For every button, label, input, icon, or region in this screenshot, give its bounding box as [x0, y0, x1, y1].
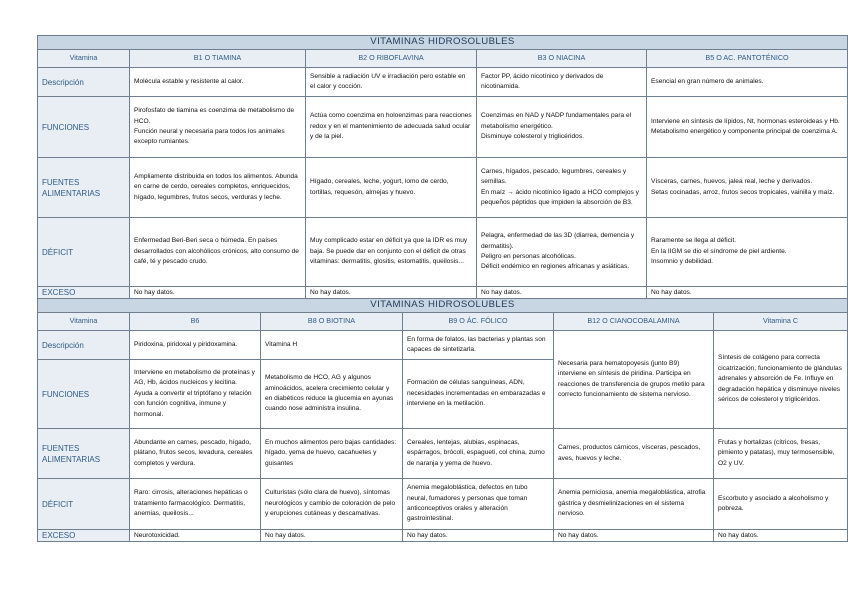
cell-text: Muy complicado estar en déficit ya que la IDR es muy baja. Se puede dar en conjunto con el déficit de otras vitaminas: dermatitis, glositis, estomatitis, queilosis... — [310, 237, 468, 266]
cell-text: No hay datos. — [651, 289, 692, 296]
row-deficit — [38, 218, 848, 287]
row-deficit — [38, 479, 848, 530]
cell-text: Sensible a radiación UV e irradiación pero estable en el calor y cocción. — [310, 72, 466, 90]
vitamin-header: B2 O RIBOFLAVINA — [306, 50, 477, 68]
vitamins-sheet — [37, 35, 847, 542]
table-cell — [261, 360, 403, 429]
cell-text: Raro: cirrosis, alteraciones hepáticas o tratamiento farmacológico. Dermatitis, anemias, queilosis... — [134, 489, 248, 518]
table-cell — [477, 68, 647, 97]
row-label: FUENTES ALIMENTARIAS — [38, 158, 130, 218]
vitamin-header: B3 O NIACINA — [477, 50, 647, 68]
vitamin-header: B1 O TIAMINA — [130, 50, 306, 68]
row-fuentes-alimentarias — [38, 158, 848, 218]
table-cell — [403, 429, 554, 479]
table-title: VITAMINAS HIDROSOLUBLES — [38, 36, 848, 50]
table-cell — [403, 479, 554, 530]
table-cell — [403, 360, 554, 429]
table-cell — [714, 479, 848, 530]
table-cell — [306, 287, 477, 299]
row-label: Descripción — [38, 68, 130, 97]
row-funciones — [38, 97, 848, 158]
cell-text: Actúa como coenzima en holoenzimas para reacciones redox y en el mantenimiento de adecuada salud ocular y de la piel. — [310, 112, 472, 141]
cell-text: Hígado, cereales, leche, yogurt, lomo de cerdo, tortillas, requesón, almejas y huevo. — [310, 178, 449, 196]
table-cell — [130, 530, 261, 542]
vitamin-header: Vitamina C — [714, 313, 848, 331]
cell-text: Interviene en metabolismo de proteínas y AG, Hb, ácidos nucleicos y lecitina. Ayuda a convertir el triptófano y relación con función cognitiva, inmune y hormonal. — [134, 368, 255, 418]
cell-text: Cereales, lentejas, alubias, espinacas, espárragos, brócoli, espagueti, col china, zumo de naranja y yema de huevo. — [407, 438, 545, 467]
table-cell — [647, 68, 848, 97]
table-title: VITAMINAS HIDROSOLUBLES — [38, 299, 848, 313]
vitamin-header: B12 O CIANOCOBALAMINA — [554, 313, 714, 331]
vitamins-table-1 — [37, 35, 848, 299]
cell-text: Anemia megaloblástica, defectos en tubo neural, fumadores y personas que toman anticonceptivos orales y alteración gastrointestinal. — [407, 484, 528, 523]
table-cell — [261, 530, 403, 542]
cell-text: Neurotoxicidad. — [134, 532, 180, 539]
cell-text: No hay datos. — [481, 289, 522, 296]
table-cell — [261, 479, 403, 530]
row-label: FUNCIONES — [38, 97, 130, 158]
table-cell — [554, 530, 714, 542]
table-cell — [130, 479, 261, 530]
table-cell — [306, 68, 477, 97]
cell-text: Coenzimas en NAD y NADP fundamentales para el metabolismo energético. — [481, 112, 632, 130]
table-cell — [130, 287, 306, 299]
cell-text: Vísceras, carnes, huevos, jalea real, leche y derivados. — [651, 178, 813, 186]
column-header: Vitamina — [38, 313, 130, 331]
cell-text: Función neural y necesaria para todos los animales excepto rumiantes. — [134, 128, 285, 146]
table-cell — [647, 287, 848, 299]
cell-text: Frutas y hortalizas (cítricos, fresas, pimiento y patatas), muy termosensible, O2 y UV. — [718, 438, 835, 467]
table-cell — [403, 530, 554, 542]
table-cell — [477, 287, 647, 299]
table-cell — [647, 158, 848, 218]
cell-text: No hay datos. — [407, 532, 448, 539]
row-label: FUNCIONES — [38, 360, 130, 429]
cell-text: En muchos alimentos pero bajas cantidades: hígado, yema de huevo, cacahuetes y guisantes — [265, 438, 397, 467]
row-descripcion — [38, 68, 848, 97]
vitamin-header: B8 O BIOTINA — [261, 313, 403, 331]
cell-text: Pirofosfato de tiamina es coenzima de metabolismo de HCO. — [134, 107, 295, 125]
table-cell — [477, 97, 647, 158]
row-descripcion — [38, 331, 848, 360]
cell-text: No hay datos. — [558, 532, 599, 539]
row-label: EXCESO — [38, 530, 130, 542]
cell-text: Factor PP, ácido nicotínico y derivados de nicotinamida. — [481, 72, 604, 90]
table-cell — [261, 331, 403, 360]
cell-text: Molécula estable y resistente al calor. — [134, 77, 244, 85]
table-cell — [477, 158, 647, 218]
table-cell — [130, 218, 306, 287]
cell-text: Déficit endémico en regiones africanas y asiáticas. — [481, 263, 630, 271]
cell-text: Ampliamente distribuida en todos los alimentos. Abunda en carne de cerdo, cereales completos, enriquecidos, hígado, legumbres, frutos secos, verduras y leche. — [134, 172, 298, 201]
table-cell — [261, 429, 403, 479]
table-cell — [477, 218, 647, 287]
table-cell — [714, 530, 848, 542]
cell-text: Carnes, productos cárnicos, vísceras, pescados, aves, huevos y leche. — [558, 444, 701, 462]
cell-text: Síntesis de colágeno para correcta cicatrización, funcionamiento de glándulas adrenales y absorción de Fe. Influye en degradación hepática y disminuye niveles séricos de colesterol y triglicéridos. — [718, 354, 842, 404]
cell-text: No hay datos. — [265, 532, 306, 539]
table-cell — [130, 97, 306, 158]
table-cell — [130, 158, 306, 218]
vitamin-header: B6 — [130, 313, 261, 331]
table-cell — [130, 68, 306, 97]
row-label: DÉFICIT — [38, 218, 130, 287]
row-label: EXCESO — [38, 287, 130, 299]
cell-text: Piridoxina, piridoxal y piridoxamina. — [134, 340, 238, 348]
row-label: Descripción — [38, 331, 130, 360]
table-cell — [554, 479, 714, 530]
cell-text: Interviene en síntesis de lípidos, Nt, hormonas esteroideas y Hb. Metabolismo energético y componente principal de coenzima A. — [651, 117, 840, 135]
table-cell — [554, 429, 714, 479]
cell-text: Setas cocinadas, arroz, frutos secos tropicales, vainilla y maíz. — [651, 188, 835, 196]
row-label: DÉFICIT — [38, 479, 130, 530]
cell-text: Pelagra, enfermedad de las 3D (diarrea, demencia y dermatitis). — [481, 232, 635, 250]
cell-text: Anemia perniciosa, anemia megaloblástica, atrofia gástrica y desmielinizaciones en el sistema nervioso. — [558, 489, 706, 518]
vitamin-header: B5 O AC. PANTOTÉNICO — [647, 50, 848, 68]
cell-text: Carnes, hígados, pescado, legumbres, cereales y semillas. — [481, 167, 627, 186]
cell-text: En la IIGM se dio el síndrome de piel ardiente. — [651, 247, 787, 255]
cell-text: Culturistas (sólo clara de huevo), síntomas neurológicos y cambio de coloración de pelo y erupciones cutáneas y descamativas. — [265, 489, 396, 518]
table-cell — [714, 331, 848, 429]
table-cell — [647, 218, 848, 287]
cell-text: Formación de células sanguíneas, ADN, necesidades incrementadas en embarazadas e interviene en la metilación. — [407, 379, 546, 408]
cell-text: No hay datos. — [310, 289, 351, 296]
table-cell — [130, 360, 261, 429]
row-exceso — [38, 287, 848, 299]
cell-text: No hay datos. — [134, 289, 175, 296]
cell-text: Vitamina H — [265, 340, 298, 348]
table-cell — [554, 331, 714, 429]
cell-text: Esencial en gran número de animales. — [651, 77, 764, 85]
row-exceso — [38, 530, 848, 542]
table-cell — [403, 331, 554, 360]
table-cell — [306, 218, 477, 287]
column-header: Vitamina — [38, 50, 130, 68]
cell-text: Abundante en carnes, pescado, hígado, plátano, frutos secos, levadura, cereales completos y verdura. — [134, 438, 253, 467]
cell-text: Disminuye colesterol y triglicéridos. — [481, 133, 584, 141]
cell-text: Raramente se llega al déficit. — [651, 237, 737, 245]
table-cell — [130, 429, 261, 479]
table-cell — [130, 331, 261, 360]
cell-text: Metabolismo de HCO, AG y algunos aminoácidos, acelera crecimiento celular y en diabéticos reduce la glucemia en ayunas cuando nose administra insulina. — [265, 374, 394, 413]
vitamin-header: B9 O ÁC. FÓLICO — [403, 313, 554, 331]
row-label: FUENTES ALIMENTARIAS — [38, 429, 130, 479]
row-fuentes-alimentarias — [38, 429, 848, 479]
cell-text: Peligro en personas alcohólicas. — [481, 253, 576, 260]
table-cell — [714, 429, 848, 479]
cell-text: Escorbuto y asociado a alcoholismo y pobreza. — [718, 494, 829, 512]
cell-text: No hay datos. — [718, 532, 759, 539]
cell-text: Enfermedad Beri-Beri seca o húmeda. En países desarrollados con alcohólicos crónicos, alto consumo de café, té y pescado crudo. — [134, 237, 299, 266]
table-cell — [306, 158, 477, 218]
vitamins-table-2 — [37, 299, 848, 542]
cell-text: En forma de folatos, las bacterias y plantas son capaces de sintetizarla. — [407, 335, 546, 353]
cell-text: Insomnio y debilidad. — [651, 258, 713, 266]
cell-text: Necesaria para hematopoyesis (junto B9) interviene en síntesis de piridina. Participa en reacciones de transferencia de grupos metilo para correcto funcionamiento de sistema nervioso. — [558, 359, 705, 398]
table-cell — [647, 97, 848, 158]
cell-text: En maíz → ácido nicotínico ligado a HCO complejos y pequeños péptidos que impiden la absorción de B3. — [481, 188, 639, 206]
table-cell — [306, 97, 477, 158]
